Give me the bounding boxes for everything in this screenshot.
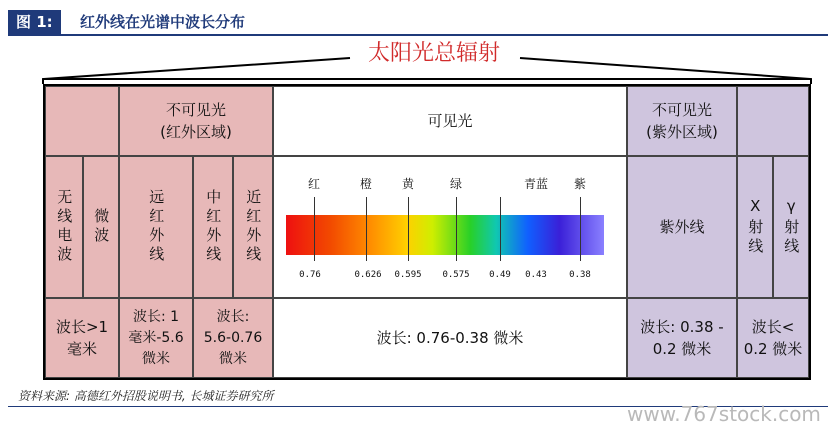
top-radio-blank <box>45 86 119 156</box>
spectrum-wavelength-label: 0.38 <box>569 270 591 280</box>
spectrum-bar <box>286 215 604 255</box>
xray-label: X射线 <box>746 197 765 257</box>
gamma-label: γ射线 <box>782 197 801 257</box>
spectrum-tick-line <box>500 197 501 261</box>
spectrum-tick-line <box>580 197 581 261</box>
ir-group-header: 不可见光 (红外区域) <box>119 86 273 156</box>
spectrum-color-label: 红 <box>307 177 321 191</box>
radio-cell <box>45 156 83 298</box>
spectrum-tick-line <box>366 197 367 261</box>
spectrum-wavelength-label: 0.595 <box>394 270 422 280</box>
figure-title: 红外线在光谱中波长分布 <box>80 13 246 31</box>
radio-mw-wavelength: 波长>1 毫米 <box>45 298 119 378</box>
uv-group-header: 不可见光 (紫外区域) <box>627 86 737 156</box>
spectrum-color-label: 紫 <box>573 177 587 191</box>
spectrum-wavelength-label: 0.626 <box>354 270 382 280</box>
spectrum-figure <box>274 157 626 297</box>
spectrum-wavelength-label: 0.43 <box>525 270 547 280</box>
spectrum-wavelength-label: 0.575 <box>442 270 470 280</box>
spectrum-color-label: 绿 <box>449 177 463 191</box>
spectrum-wavelength-label: 0.76 <box>299 270 321 280</box>
uv-wavelength: 波长: 0.38 - 0.2 微米 <box>627 298 737 378</box>
gamma-cell <box>773 156 809 298</box>
top-xray-blank <box>737 86 809 156</box>
far-ir-label: 远红外线 <box>147 189 166 265</box>
spectrum-color-label: 黄 <box>401 177 415 191</box>
spectrum-color-label: 橙 <box>359 177 373 191</box>
far-ir-cell <box>119 156 193 298</box>
visible-header: 可见光 <box>273 86 627 156</box>
far-ir-wavelength: 波长: 1 毫米-5.6 微米 <box>119 298 193 378</box>
mid-near-ir-wavelength: 波长: 5.6-0.76 微米 <box>193 298 273 378</box>
visible-spectrum-cell <box>273 156 627 298</box>
microwave-label: 微波 <box>92 208 111 246</box>
watermark: www.767stock.com <box>627 402 821 426</box>
radio-label: 无线电波 <box>55 189 74 265</box>
xray-cell <box>737 156 773 298</box>
source-note: 资料来源: 高德红外招股说明书, 长城证券研究所 <box>18 389 274 403</box>
mid-ir-cell <box>193 156 233 298</box>
spectrum-color-label: 青蓝 <box>523 177 549 191</box>
spectrum-tick-line <box>408 197 409 261</box>
near-ir-cell <box>233 156 273 298</box>
visible-wavelength: 波长: 0.76-0.38 微米 <box>273 298 627 378</box>
spectrum-wavelength-label: 0.49 <box>489 270 511 280</box>
near-ir-label: 近红外线 <box>244 189 263 265</box>
spectrum-table <box>43 84 811 380</box>
uv-cell: 紫外线 <box>627 156 737 298</box>
microwave-cell <box>83 156 119 298</box>
figure-label: 图 1: <box>8 10 61 34</box>
spectrum-tick-line <box>456 197 457 261</box>
xray-gamma-wavelength: 波长< 0.2 微米 <box>737 298 809 378</box>
spectrum-tick-line <box>314 197 315 261</box>
mid-ir-label: 中红外线 <box>204 189 223 265</box>
total-radiation-title: 太阳光总辐射 <box>367 41 500 66</box>
